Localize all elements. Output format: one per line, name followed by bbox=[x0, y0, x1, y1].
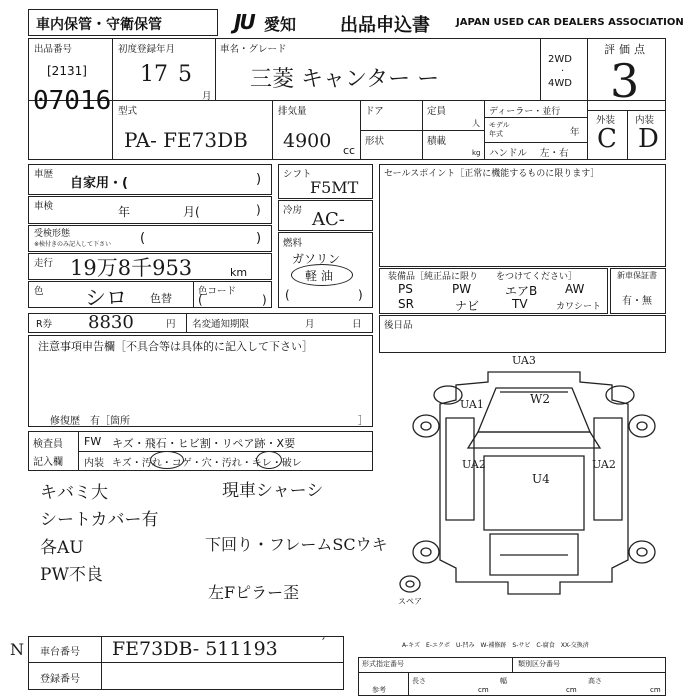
int-circle-1 bbox=[150, 451, 184, 469]
model-year-label1: モデル bbox=[489, 121, 510, 129]
int-label: 内装 bbox=[635, 115, 655, 126]
warranty-label: 新車保証書 bbox=[617, 271, 657, 280]
remark-3: シートカバー有 bbox=[40, 510, 159, 530]
fuel-label: 燃料 bbox=[283, 238, 303, 249]
handle-label: ハンドル bbox=[489, 148, 528, 159]
remark-2: 現車シャーシ bbox=[222, 481, 324, 501]
equipment-label: 装備品［純正品に限り をつけてください］ bbox=[388, 272, 578, 282]
displacement-unit: cc bbox=[343, 144, 356, 157]
inspector-int-items: キズ・汚れ・コゲ・穴・汚れ・キレ・破レ bbox=[112, 458, 302, 469]
notes-label: 注意事項申告欄［不具合等は具体的に記入して下さい］ bbox=[38, 340, 313, 353]
equip-navi: ナビ bbox=[455, 299, 480, 313]
color-value: シロ bbox=[85, 286, 127, 310]
chassis-label: 車台番号 bbox=[40, 647, 80, 658]
reg-number-label: 登録番号 bbox=[40, 674, 80, 685]
history-label: 車歴 bbox=[34, 169, 54, 180]
official-label2: 類別区分番号 bbox=[518, 660, 560, 668]
registration-month: 5 bbox=[178, 62, 192, 87]
displacement-value: 4900 bbox=[283, 130, 332, 152]
model-name-value: 三菱 キャンター ー bbox=[250, 67, 440, 92]
inspection-label: 車検 bbox=[34, 201, 54, 212]
lot-label: 出品番号 bbox=[34, 44, 73, 55]
equip-leather: カワシート bbox=[556, 302, 602, 312]
fuel-open: ( bbox=[285, 288, 290, 302]
dealer-label: ディーラー・並行 bbox=[489, 107, 561, 117]
capacity-unit: 人 bbox=[472, 119, 480, 128]
deadline-month: 月 bbox=[305, 319, 315, 330]
chassis-tick: ′ bbox=[322, 636, 326, 652]
warranty-value: 有・無 bbox=[622, 296, 652, 307]
sales-point-box bbox=[379, 164, 666, 267]
mileage-value: 19万8千953 bbox=[70, 256, 193, 280]
deadline-label: 名変通知期限 bbox=[192, 319, 250, 330]
color-label: 色 bbox=[34, 286, 44, 297]
model-year-unit: 年 bbox=[570, 127, 580, 138]
form-title: 出品申込書 bbox=[340, 15, 430, 36]
registration-label: 初度登録年月 bbox=[118, 44, 176, 55]
drive-2wd: 2WD bbox=[548, 54, 572, 65]
equip-ps: PS bbox=[398, 282, 413, 296]
mark-ua2-left: UA2 bbox=[462, 458, 486, 471]
inspection-box bbox=[28, 196, 272, 224]
lot-number: 07016 bbox=[33, 86, 112, 116]
aircon-label: 冷房 bbox=[283, 205, 303, 216]
recycle-value: 8830 bbox=[88, 312, 134, 333]
ju-logo: JU bbox=[234, 10, 254, 34]
after-goods-label: 後日品 bbox=[384, 320, 413, 331]
storage-text: 車内保管・守衛保管 bbox=[36, 17, 162, 33]
equip-airbag: エアB bbox=[505, 284, 538, 298]
mark-u4: U4 bbox=[532, 472, 550, 486]
spare-label: スペア bbox=[398, 597, 422, 606]
inspector-label1: 検査員 bbox=[33, 439, 63, 450]
length-unit: cm bbox=[478, 686, 489, 694]
color-repaint: 色替 bbox=[150, 292, 172, 305]
chassis-prefix: N bbox=[10, 640, 24, 659]
inspection-close: ) bbox=[256, 203, 261, 217]
mark-ua1: UA1 bbox=[460, 398, 484, 411]
equip-aw: AW bbox=[565, 282, 585, 296]
drive-4wd: 4WD bbox=[548, 78, 572, 89]
mark-ua3: UA3 bbox=[512, 354, 536, 367]
length-label: 長さ bbox=[412, 677, 426, 685]
aircon-value: AC- bbox=[312, 209, 345, 230]
mileage-unit: km bbox=[230, 266, 248, 279]
repair-close: ］ bbox=[358, 416, 368, 427]
lot-bracket: [2131] bbox=[47, 64, 87, 78]
color-code-close: ) bbox=[262, 293, 267, 307]
equip-sr: SR bbox=[398, 297, 414, 311]
width-unit: cm bbox=[566, 686, 577, 694]
fuel-gas: ガソリン bbox=[292, 252, 341, 266]
score-value: 3 bbox=[610, 54, 640, 108]
inspection-month: 月( bbox=[183, 205, 200, 219]
fuel-diesel: 軽 油 bbox=[305, 269, 333, 283]
sales-point-label: セールスポイント［正常に機能するものに限ります］ bbox=[384, 169, 600, 179]
score-label: 評価点 bbox=[604, 43, 649, 56]
reception-label2: ※検付きのみ記入して下さい bbox=[34, 241, 112, 248]
inspector-fw: FW bbox=[84, 435, 102, 448]
mark-ua2-right: UA2 bbox=[592, 458, 616, 471]
type-value: PA- FE73DB bbox=[124, 128, 248, 152]
width-label: 幅 bbox=[500, 677, 507, 685]
history-value: 自家用・( bbox=[70, 176, 128, 191]
reception-open: ( bbox=[140, 231, 146, 246]
inspector-label2: 記入欄 bbox=[33, 457, 63, 468]
registration-month-unit: 月 bbox=[202, 91, 212, 102]
mark-w2: W2 bbox=[530, 392, 550, 406]
int-value: D bbox=[638, 124, 659, 154]
inspector-int: 内装 bbox=[84, 458, 104, 469]
mileage-label: 走行 bbox=[34, 258, 54, 269]
history-close: ) bbox=[256, 172, 262, 187]
model-year-label2: 年式 bbox=[489, 130, 503, 138]
equip-tv: TV bbox=[512, 297, 528, 311]
load-unit: kg bbox=[472, 149, 481, 157]
int-circle-2 bbox=[256, 451, 282, 469]
ext-value: C bbox=[597, 124, 617, 154]
height-unit: cm bbox=[650, 686, 661, 694]
load-label: 積載 bbox=[427, 136, 447, 147]
fuel-close: ) bbox=[358, 288, 363, 302]
remark-7: 左Fピラー歪 bbox=[208, 583, 300, 602]
repair-label: 修復歴 有［箇所 bbox=[50, 416, 130, 427]
equip-pw: PW bbox=[452, 282, 472, 296]
reception-label1: 受検形態 bbox=[34, 229, 71, 239]
remark-4: 各AU bbox=[40, 538, 84, 558]
drive-dot: · bbox=[561, 66, 565, 77]
inspection-year: 年 bbox=[118, 205, 131, 219]
remark-1: キバミ大 bbox=[40, 483, 108, 503]
door-label: ドア bbox=[365, 106, 384, 117]
ext-label: 外装 bbox=[596, 115, 616, 126]
english-title: JAPAN USED CAR DEALERS ASSOCIATION bbox=[456, 17, 684, 28]
history-box bbox=[28, 164, 272, 195]
inspector-fw-items: キズ・飛石・ヒビ割・リペア跡・X要 bbox=[112, 437, 296, 450]
shift-value: F5MT bbox=[310, 178, 359, 197]
official-ref: 参考 bbox=[372, 686, 386, 694]
remark-5: 下回り・フレームSCウキ bbox=[205, 535, 388, 554]
remark-6: PW不良 bbox=[40, 565, 103, 585]
damage-legend: A-キズ E-エクボ U-凹み W-補修跡 S-サビ C-腐食 XX-交換済 bbox=[402, 642, 589, 649]
capacity-label: 定員 bbox=[427, 106, 447, 117]
handle-value: 左・右 bbox=[540, 148, 569, 159]
color-code-label: 色コード bbox=[198, 286, 237, 297]
chassis-value: FE73DB- 511193 bbox=[112, 638, 278, 660]
height-label: 高さ bbox=[588, 677, 602, 685]
org-name: 愛知 bbox=[264, 15, 297, 34]
official-label1: 形式指定番号 bbox=[362, 660, 404, 668]
recycle-unit: 円 bbox=[166, 319, 176, 330]
model-name-label: 車名・グレード bbox=[220, 44, 287, 55]
recycle-label: R券 bbox=[36, 319, 53, 330]
displacement-label: 排気量 bbox=[278, 106, 307, 117]
shift-label: シフト bbox=[283, 169, 312, 180]
after-goods-box bbox=[379, 315, 666, 353]
reception-close: ) bbox=[256, 231, 262, 246]
deadline-day: 日 bbox=[352, 319, 362, 330]
shape-label: 形状 bbox=[365, 136, 385, 147]
color-code-open: ( bbox=[198, 293, 203, 307]
type-label: 型式 bbox=[118, 106, 138, 117]
registration-year: 17 bbox=[140, 62, 168, 87]
